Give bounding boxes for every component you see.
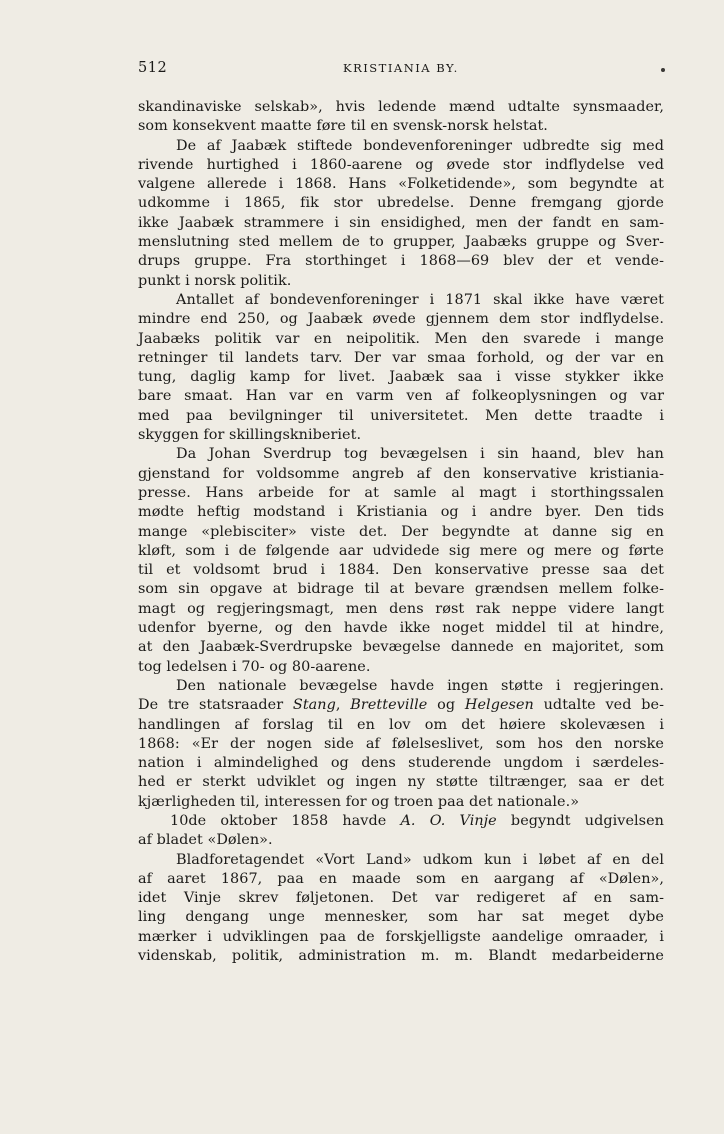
text-line: ikke Jaabæk strammere i sin ensidighed, men der fandt en sam- xyxy=(138,214,664,231)
text-line: retninger til landets tarv. Der var smaa forhold, og der var en xyxy=(138,349,664,366)
text-line: videnskab, politik, administration m. m. Blandt medarbeiderne xyxy=(138,948,664,965)
running-head: KRISTIANIA BY. xyxy=(343,61,459,75)
text-segment: udtalte ved be- xyxy=(533,697,665,714)
text-line: mange «plebisciter» viste det. Der begyndte at danne sig en xyxy=(138,523,664,540)
page-number: 512 xyxy=(138,60,168,76)
text-line: kjærligheden til, interessen for og troen paa det nationale.» xyxy=(138,793,580,810)
text-line: Bladforetagendet «Vort Land» udkom kun i løbet af en del xyxy=(176,851,664,868)
text-line: rivende hurtighed i 1860-aarene og øvede stor indflydelse ved xyxy=(138,156,664,173)
text-line: udkomme i 1865, fik stor ubredelse. Denne fremgang gjorde xyxy=(138,195,664,212)
body-text xyxy=(138,98,664,966)
text-line: presse. Hans arbeide for at samle al magt i storthingssalen xyxy=(138,484,664,501)
text-line: ling dengang unge mennesker, som har sat meget dybe xyxy=(138,909,664,926)
italic-name: Stang xyxy=(292,697,336,714)
text-line: mindre end 250, og Jaabæk øvede gjennem dem stor indflydelse. xyxy=(138,311,664,328)
text-line: som konsekvent maatte føre til en svensk-norsk helstat. xyxy=(138,118,548,135)
text-line: Jaabæks politik var en neipolitik. Men den svarede i mange xyxy=(138,330,664,347)
text-line: hed er sterkt udviklet og ingen ny støtte tiltrænger, saa er det xyxy=(138,774,664,791)
text-line: Da Johan Sverdrup tog bevægelsen i sin haand, blev han xyxy=(176,446,664,463)
text-line: skandinaviske selskab», hvis ledende mænd udtalte synsmaader, xyxy=(138,99,664,115)
text-line: handlingen af forslag til en lov om det høiere skolevæsen i xyxy=(138,716,664,733)
italic-name: A. O. Vinje xyxy=(400,812,497,829)
text-line xyxy=(138,812,664,831)
text-line: tung, daglig kamp for livet. Jaabæk saa i visse stykker ikke xyxy=(138,369,664,386)
text-line xyxy=(138,696,664,715)
text-line: at den Jaabæk-Sverdrupske bevægelse dannede en majoritet, som xyxy=(138,639,664,656)
text-line: kløft, som i de følgende aar udvidede sig mere og mere og førte xyxy=(138,542,664,559)
text-line: 1868: «Er der nogen side af følelseslivet, som hos den norske xyxy=(138,735,664,752)
text-line: drups gruppe. Fra storthinget i 1868—69 blev der et vende- xyxy=(138,253,664,270)
text-line: med paa bevilgninger til universitetet. Men dette traadte i xyxy=(138,407,664,424)
text-segment: og xyxy=(427,697,465,714)
text-line: skyggen for skillingskniberiet. xyxy=(138,427,362,444)
text-line: idet Vinje skrev føljetonen. Det var redigeret af en sam- xyxy=(138,890,664,907)
text-line: som sin opgave at bidrage til at bevare grændsen mellem folke- xyxy=(138,581,664,598)
page-header xyxy=(138,60,664,82)
text-line: De af Jaabæk stiftede bondevenforeninger udbredte sig med xyxy=(176,137,664,154)
italic-name: Helgesen xyxy=(464,697,534,714)
italic-name: Bretteville xyxy=(350,697,428,714)
text-line: til et voldsomt brud i 1884. Den konservative presse saa det xyxy=(138,562,664,579)
text-segment: 10de oktober 1858 havde xyxy=(170,812,401,829)
text-line: Antallet af bondevenforeninger i 1871 skal ikke have været xyxy=(176,291,664,308)
text-line: udenfor byerne, og den havde ikke noget middel til at hindre, xyxy=(138,620,664,637)
text-line: af aaret 1867, paa en maade som en aargang af «Dølen», xyxy=(138,870,664,887)
text-line: punkt i norsk politik. xyxy=(138,272,292,289)
text-segment: begyndt udgivelsen xyxy=(496,812,664,829)
text-line: mødte heftig modstand i Kristiania og i andre byer. Den tids xyxy=(138,504,664,521)
text-segment: , xyxy=(335,697,351,714)
text-line: bare smaat. Han var en varm ven af folkeoplysningen og var xyxy=(138,388,664,405)
text-line: tog ledelsen i 70- og 80-aarene. xyxy=(138,658,371,675)
text-line: mærker i udviklingen paa de forskjelligste aandelige omraader, i xyxy=(138,928,664,945)
text-line: valgene allerede i 1868. Hans «Folketidende», som begyndte at xyxy=(138,176,664,193)
text-line: nation i almindelighed og dens studerende ungdom i særdeles- xyxy=(138,755,664,772)
text-line: gjenstand for voldsomme angreb af den konservative kristiania- xyxy=(138,465,664,482)
text-line: Den nationale bevægelse havde ingen støtte i regjeringen. xyxy=(176,677,664,694)
text-segment: De tre statsraader xyxy=(138,697,293,714)
text-line: magt og regjeringsmagt, men dens røst rak neppe videre langt xyxy=(138,600,664,617)
text-line: af bladet «Dølen». xyxy=(138,832,273,849)
text-line: menslutning sted mellem de to grupper, Jaabæks gruppe og Sver- xyxy=(138,234,664,251)
